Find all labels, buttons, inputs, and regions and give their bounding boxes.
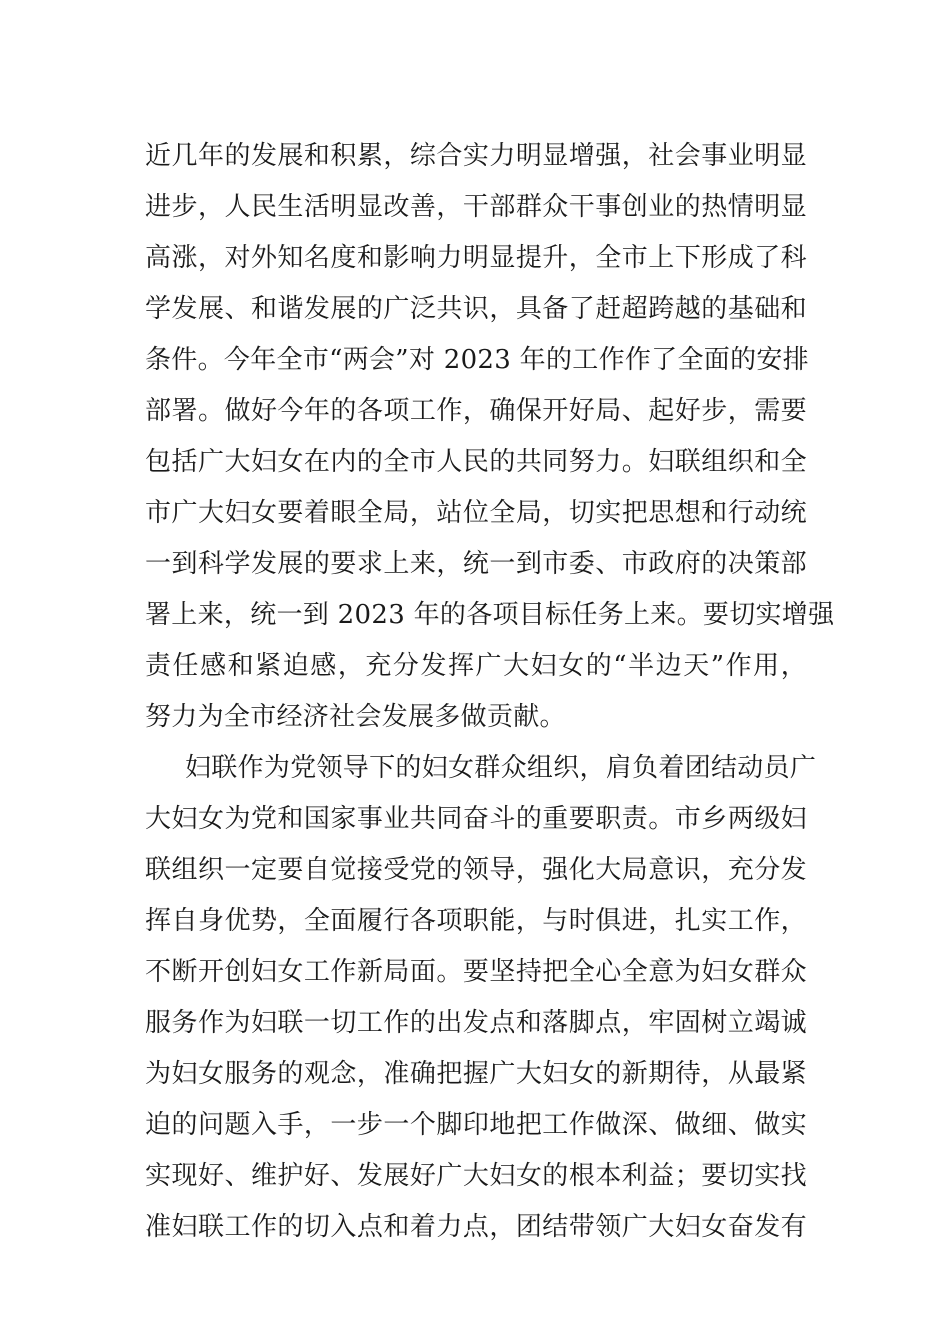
paragraph-1-line-2: 进步，人民生活明显改善，干部群众干事创业的热情明显 [145,192,807,222]
paragraph-2-line-8: 迫的问题入手，一步一个脚印地把工作做深、做细、做实 [145,1110,807,1140]
paragraph-1-line-9: 一到科学发展的要求上来，统一到市委、市政府的决策部 [145,549,807,579]
paragraph-1-line-8: 市广大妇女要着眼全局，站位全局，切实把思想和行动统 [145,498,807,528]
paragraph-2-line-10: 准妇联工作的切入点和着力点，团结带领广大妇女奋发有 [145,1212,807,1242]
paragraph-2-line-5: 不断开创妇女工作新局面。要坚持把全心全意为妇女群众 [145,957,807,987]
paragraph-1-line-7: 包括广大妇女在内的全市人民的共同努力。妇联组织和全 [145,447,807,477]
paragraph-1-line-11: 责任感和紧迫感，充分发挥广大妇女的“半边天”作用， [145,651,807,681]
paragraph-1-line-5: 条件。今年全市“两会”对 2023 年的工作作了全面的安排 [145,345,809,375]
paragraph-2-line-9: 实现好、维护好、发展好广大妇女的根本利益；要切实找 [145,1161,807,1191]
paragraph-2-line-1: 妇联作为党领导下的妇女群众组织，肩负着团结动员广 [185,753,817,783]
paragraph-1-line-12: 努力为全市经济社会发展多做贡献。 [145,702,566,732]
paragraph-2-line-2: 大妇女为党和国家事业共同奋斗的重要职责。市乡两级妇 [145,804,807,834]
paragraph-2-line-3: 联组织一定要自觉接受党的领导，强化大局意识，充分发 [145,855,807,885]
paragraph-2-line-7: 为妇女服务的观念，准确把握广大妇女的新期待，从最紧 [145,1059,807,1089]
paragraph-1-line-6: 部署。做好今年的各项工作，确保开好局、起好步，需要 [145,396,807,426]
document-body [145,131,835,1253]
paragraph-2-line-4: 挥自身优势，全面履行各项职能，与时俱进，扎实工作， [145,906,807,936]
paragraph-1-line-3: 高涨，对外知名度和影响力明显提升，全市上下形成了科 [145,243,807,273]
paragraph-1-line-10: 署上来，统一到 2023 年的各项目标任务上来。要切实增强 [145,600,835,630]
paragraph-2-line-6: 服务作为妇联一切工作的出发点和落脚点，牢固树立竭诚 [145,1008,807,1038]
paragraph-1-line-4: 学发展、和谐发展的广泛共识，具备了赶超跨越的基础和 [145,294,807,324]
paragraph-1-line-1: 近几年的发展和积累，综合实力明显增强，社会事业明显 [145,141,807,171]
